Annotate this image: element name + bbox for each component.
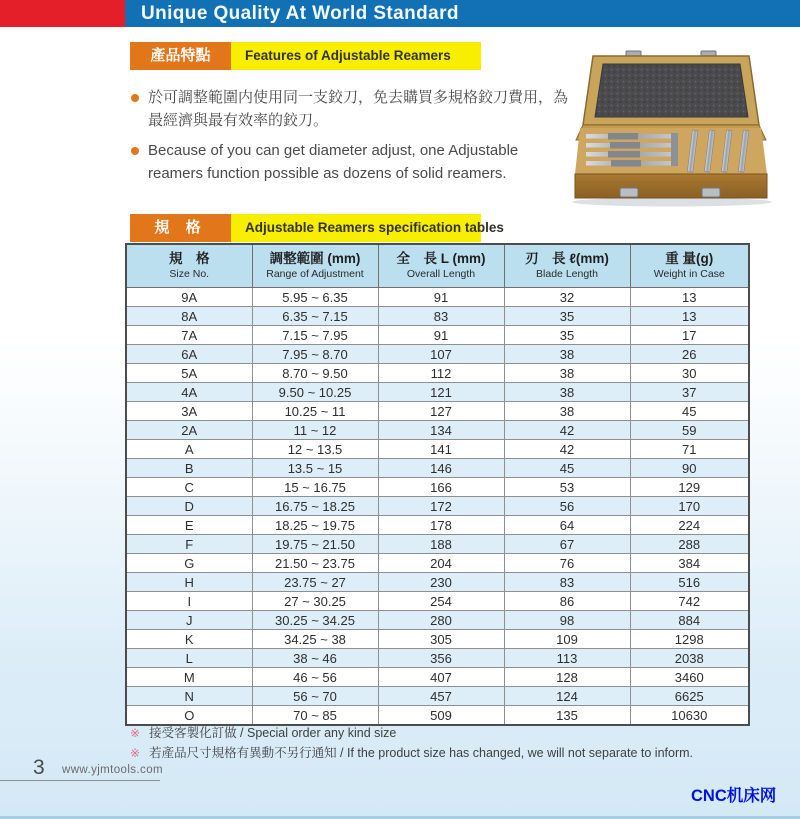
table-cell: 64 (504, 516, 630, 535)
footer-rule (0, 780, 160, 781)
table-cell: 27 ~ 30.25 (252, 592, 378, 611)
table-cell: J (126, 611, 252, 630)
table-cell: 6.35 ~ 7.15 (252, 307, 378, 326)
table-cell: 129 (630, 478, 749, 497)
page-number: 3 (33, 756, 45, 779)
table-cell: 7.15 ~ 7.95 (252, 326, 378, 345)
table-cell: 91 (378, 288, 504, 307)
table-cell: 407 (378, 668, 504, 687)
website-text: www.yjmtools.com (62, 764, 163, 776)
column-header: 重 量(g) Weight in Case (630, 244, 749, 288)
table-cell: 15 ~ 16.75 (252, 478, 378, 497)
spec-label-zh: 規 格 (130, 214, 231, 242)
table-row (126, 630, 749, 649)
table-cell: 509 (378, 706, 504, 726)
table-cell: 23.75 ~ 27 (252, 573, 378, 592)
table-cell: 26 (630, 345, 749, 364)
table-row (126, 497, 749, 516)
table-cell: 13 (630, 288, 749, 307)
table-row (126, 288, 749, 307)
table-cell: 86 (504, 592, 630, 611)
table-cell: 113 (504, 649, 630, 668)
table-cell: 13 (630, 307, 749, 326)
spec-table (125, 243, 750, 726)
table-row (126, 668, 749, 687)
table-cell: 7.95 ~ 8.70 (252, 345, 378, 364)
table-cell: 32 (504, 288, 630, 307)
table-cell: 254 (378, 592, 504, 611)
table-row (126, 554, 749, 573)
table-cell: 4A (126, 383, 252, 402)
table-row (126, 611, 749, 630)
notes (130, 723, 693, 764)
table-row (126, 364, 749, 383)
note-line: ※ 接受客製化訂做 / Special order any kind size (130, 726, 397, 740)
table-cell: M (126, 668, 252, 687)
table-cell: 6625 (630, 687, 749, 706)
table-cell: 38 (504, 402, 630, 421)
table-cell: 98 (504, 611, 630, 630)
table-cell: 53 (504, 478, 630, 497)
table-cell: 224 (630, 516, 749, 535)
table-row (126, 535, 749, 554)
column-header: 刃 長 ℓ(mm) Blade Length (504, 244, 630, 288)
table-cell: I (126, 592, 252, 611)
table-row (126, 478, 749, 497)
table-cell: 288 (630, 535, 749, 554)
note-mark: ※ (130, 726, 141, 740)
table-cell: 67 (504, 535, 630, 554)
table-cell: 141 (378, 440, 504, 459)
table-cell: 230 (378, 573, 504, 592)
table-cell: 107 (378, 345, 504, 364)
table-cell: 38 (504, 345, 630, 364)
table-cell: 5A (126, 364, 252, 383)
feature-bullets (131, 86, 575, 191)
table-cell: 280 (378, 611, 504, 630)
table-cell: 56 ~ 70 (252, 687, 378, 706)
spec-label-en: Adjustable Reamers specification tables (231, 214, 481, 242)
table-row (126, 421, 749, 440)
spec-table-body (126, 288, 749, 726)
column-header: 規 格 Size No. (126, 244, 252, 288)
table-cell: 91 (378, 326, 504, 345)
table-cell: 83 (378, 307, 504, 326)
table-cell: 13.5 ~ 15 (252, 459, 378, 478)
table-cell: 127 (378, 402, 504, 421)
feature-bullet: Because of you can get diameter adjust, one Adjustable reamers function possible as dozens of solid reamers. (131, 139, 575, 186)
table-cell: 8A (126, 307, 252, 326)
table-cell: 109 (504, 630, 630, 649)
table-cell: 6A (126, 345, 252, 364)
table-cell: 11 ~ 12 (252, 421, 378, 440)
table-cell: 37 (630, 383, 749, 402)
table-cell: 83 (504, 573, 630, 592)
table-cell: 9A (126, 288, 252, 307)
table-cell: 34.25 ~ 38 (252, 630, 378, 649)
table-cell: 170 (630, 497, 749, 516)
column-header: 調整範圍 (mm) Range of Adjustment (252, 244, 378, 288)
table-cell: 38 (504, 364, 630, 383)
top-banner-red-block (0, 0, 125, 27)
table-row (126, 687, 749, 706)
table-cell: 59 (630, 421, 749, 440)
table-cell: O (126, 706, 252, 726)
table-cell: 42 (504, 421, 630, 440)
table-row (126, 573, 749, 592)
table-cell: 70 ~ 85 (252, 706, 378, 726)
table-row (126, 326, 749, 345)
table-row (126, 307, 749, 326)
table-cell: 188 (378, 535, 504, 554)
watermark: CNC机床网 (691, 787, 777, 805)
table-cell: 19.75 ~ 21.50 (252, 535, 378, 554)
table-cell: 38 (504, 383, 630, 402)
table-cell: 5.95 ~ 6.35 (252, 288, 378, 307)
table-cell: 3A (126, 402, 252, 421)
table-cell: 45 (504, 459, 630, 478)
reamer-case-image (550, 50, 795, 208)
table-cell: D (126, 497, 252, 516)
table-cell: N (126, 687, 252, 706)
table-cell: 742 (630, 592, 749, 611)
table-cell: 45 (630, 402, 749, 421)
table-cell: 516 (630, 573, 749, 592)
table-cell: 56 (504, 497, 630, 516)
table-cell: 35 (504, 307, 630, 326)
table-cell: 76 (504, 554, 630, 573)
table-cell: 42 (504, 440, 630, 459)
table-cell: 21.50 ~ 23.75 (252, 554, 378, 573)
table-row (126, 345, 749, 364)
table-cell: 384 (630, 554, 749, 573)
table-cell: 146 (378, 459, 504, 478)
table-cell: B (126, 459, 252, 478)
table-cell: 356 (378, 649, 504, 668)
table-cell: E (126, 516, 252, 535)
table-row (126, 649, 749, 668)
table-cell: 135 (504, 706, 630, 726)
table-cell: 30 (630, 364, 749, 383)
table-cell: 3460 (630, 668, 749, 687)
features-label-en: Features of Adjustable Reamers (231, 42, 481, 70)
table-cell: 884 (630, 611, 749, 630)
table-row (126, 592, 749, 611)
table-cell: 10.25 ~ 11 (252, 402, 378, 421)
table-cell: 178 (378, 516, 504, 535)
table-cell: 124 (504, 687, 630, 706)
table-cell: 457 (378, 687, 504, 706)
table-cell: 112 (378, 364, 504, 383)
table-cell: 16.75 ~ 18.25 (252, 497, 378, 516)
table-cell: 10630 (630, 706, 749, 726)
table-cell: C (126, 478, 252, 497)
table-cell: 17 (630, 326, 749, 345)
note-mark: ※ (130, 746, 141, 761)
table-cell: 9.50 ~ 10.25 (252, 383, 378, 402)
table-cell: 121 (378, 383, 504, 402)
page-title: Unique Quality At World Standard (141, 3, 459, 24)
table-cell: F (126, 535, 252, 554)
table-cell: 2038 (630, 649, 749, 668)
table-row (126, 383, 749, 402)
table-cell: 305 (378, 630, 504, 649)
table-cell: 172 (378, 497, 504, 516)
table-cell: 30.25 ~ 34.25 (252, 611, 378, 630)
table-cell: 71 (630, 440, 749, 459)
table-cell: L (126, 649, 252, 668)
table-cell: 204 (378, 554, 504, 573)
table-cell: 38 ~ 46 (252, 649, 378, 668)
note-line: ※ 若產品尺寸規格有異動不另行通知 / If the product size has changed, we will not separate to inform. (130, 746, 694, 761)
table-cell: 7A (126, 326, 252, 345)
table-cell: 18.25 ~ 19.75 (252, 516, 378, 535)
table-cell: 35 (504, 326, 630, 345)
table-row (126, 459, 749, 478)
table-cell: 2A (126, 421, 252, 440)
table-cell: 12 ~ 13.5 (252, 440, 378, 459)
table-cell: 46 ~ 56 (252, 668, 378, 687)
table-cell: 8.70 ~ 9.50 (252, 364, 378, 383)
table-cell: G (126, 554, 252, 573)
table-cell: 90 (630, 459, 749, 478)
features-label-zh: 產品特點 (130, 42, 231, 70)
table-row (126, 402, 749, 421)
column-header: 全 長 L (mm) Overall Length (378, 244, 504, 288)
table-row (126, 516, 749, 535)
table-cell: 134 (378, 421, 504, 440)
table-cell: 1298 (630, 630, 749, 649)
table-row (126, 440, 749, 459)
table-cell: 128 (504, 668, 630, 687)
table-cell: 166 (378, 478, 504, 497)
table-cell: K (126, 630, 252, 649)
table-cell: A (126, 440, 252, 459)
table-cell: H (126, 573, 252, 592)
top-banner (0, 0, 800, 27)
spec-table-header-row (126, 244, 749, 288)
feature-bullet: 於可調整範圍内使用同一支鉸刀，免去購買多規格鉸刀費用，為最經濟與最有效率的鉸刀。 (131, 86, 575, 133)
product-photo (550, 50, 795, 208)
